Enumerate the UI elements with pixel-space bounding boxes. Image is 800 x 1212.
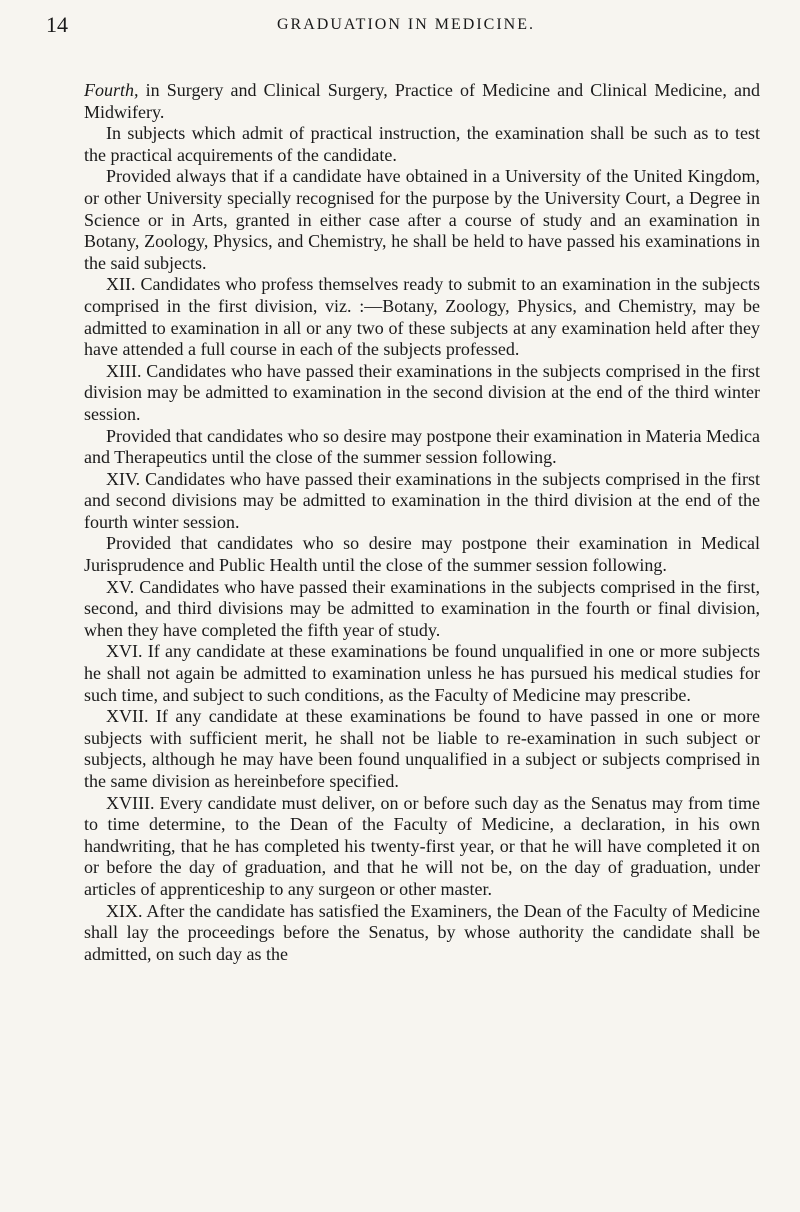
paragraph-text: in Surgery and Clinical Surgery, Practice of Medicine and Clinical Medicine, and Midwifery. [84,80,760,122]
paragraph-proviso-jurisprudence [84,533,760,576]
paragraph-text: XVII. If any candidate at these examinations be found to have passed in one or more subjects with sufficient merit, he shall not be liable to re-examination in such subject or subjects, although he may have been found unqualified in a subject or subjects comprised in the same division as hereinbefore specified. [84,706,760,791]
paragraph-text: XIII. Candidates who have passed their examinations in the subjects comprised in the first division may be admitted to examination in the second division at the end of the third winter session. [84,360,760,424]
paragraph-article-xix [84,901,760,966]
fourth-label: Fourth, [84,80,139,100]
paragraph-fourth-division [84,80,760,123]
running-title: GRADUATION IN MEDICINE. [277,16,535,33]
paragraph-text: Provided that candidates who so desire may postpone their examination in Materia Medica and Therapeutics until the close of the summer session following. [84,425,760,468]
paragraph-text: Provided that candidates who so desire may postpone their examination in Medical Jurisprudence and Public Health until the close of the summer session following. [84,533,760,576]
page-header [46,12,766,38]
paragraph-text: XV. Candidates who have passed their examinations in the subjects comprised in the first, second, and third divisions may be admitted to examination in the fourth or final division, when they have completed the fifth year of study. [84,576,760,640]
paragraph-text: XVIII. Every candidate must deliver, on or before such day as the Senatus may from time to time determine, to the Dean of the Faculty of Medicine, a declaration, in his own handwriting, that he has completed his twenty-first year, or that he will have completed it on or before the day of graduation, and that he will not be, on the day of graduation, under articles of apprenticeship to any surgeon or other master. [84,792,760,899]
paragraph-article-xii [84,274,760,360]
paragraph-article-xiii [84,361,760,426]
paragraph-proviso-degree [84,166,760,274]
paragraph-text: XIV. Candidates who have passed their examinations in the subjects comprised in the first and second divisions may be admitted to examination in the third division at the end of the fourth winter session. [84,468,760,532]
paragraph-article-xvi [84,641,760,706]
paragraph-text: Provided always that if a candidate have obtained in a University of the United Kingdom, or other University specially recognised for the purpose by the University Court, a Degree in Science or in Arts, granted in either case after a course of study and an examination in Botany, Zoology, Physics, and Chemistry, he shall be held to have passed his examinations in the said subjects. [84,166,760,273]
body-text [84,80,760,965]
paragraph-article-xvii [84,706,760,792]
paragraph-practical-instruction [84,123,760,166]
page-number: 14 [46,12,68,37]
paragraph-article-xviii [84,793,760,901]
paragraph-text: XVI. If any candidate at these examinations be found unqualified in one or more subjects he shall not again be admitted to examination unless he has pursued his medical studies for such time, and subject to such conditions, as the Faculty of Medicine may prescribe. [84,641,760,705]
paragraph-text: XIX. After the candidate has satisfied the Examiners, the Dean of the Faculty of Medicine shall lay the proceedings before the Senatus, by whose authority the candidate shall be admitted, on such day as the [84,900,760,964]
paragraph-proviso-materia-medica [84,426,760,469]
paragraph-article-xv [84,577,760,642]
paragraph-text: XII. Candidates who profess themselves ready to submit to an examination in the subjects comprised in the first division, viz. :—Botany, Zoology, Physics, and Chemistry, may be admitted to examination in all or any two of these subjects at any examination held after they have attended a full course in each of the subjects professed. [84,274,760,360]
paragraph-article-xiv [84,469,760,534]
paragraph-text: In subjects which admit of practical instruction, the examination shall be such as to test the practical acquirements of the candidate. [84,123,760,165]
